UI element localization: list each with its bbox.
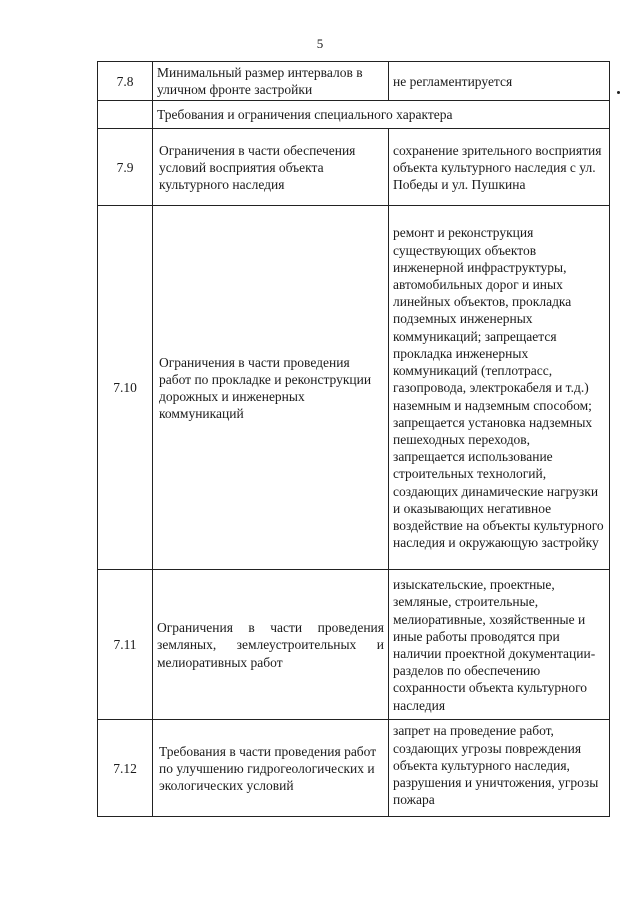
row-name: Ограничения в части проведения работ по прокладке и реконструкции дорожных и инженерных коммуникаций <box>153 206 389 570</box>
row-value: изыскательские, проектные, земляные, строительные, мелиоративные, хозяйственные и иные работы проводятся при наличии проектной документации- разделов по обеспечению сохранности объекта культурного наследия <box>389 570 610 720</box>
table-row <box>98 570 610 720</box>
table-row <box>98 206 610 570</box>
table-row <box>98 720 610 817</box>
row-value: запрет на проведение работ, создающих угрозы повреждения объекта культурного наследия, разрушения и уничтожения, угрозы пожара <box>389 720 610 817</box>
row-number: 7.9 <box>98 129 153 206</box>
row-number: 7.10 <box>98 206 153 570</box>
row-number-empty <box>98 101 153 129</box>
row-number: 7.8 <box>98 62 153 101</box>
row-number: 7.11 <box>98 570 153 720</box>
section-title: Требования и ограничения специального характера <box>153 101 610 129</box>
page-number: 5 <box>316 36 324 51</box>
row-name: Ограничения в части проведения земляных, землеустроительных и мелиоративных работ <box>153 570 389 720</box>
requirements-table <box>97 61 610 817</box>
row-name: Минимальный размер интервалов в уличном фронте застройки <box>153 62 389 101</box>
row-name: Ограничения в части обеспечения условий восприятия объекта культурного наследия <box>153 129 389 206</box>
row-value: не регламентируется <box>389 62 610 101</box>
section-row <box>98 101 610 129</box>
row-name: Требования в части проведения работ по улучшению гидрогеологических и экологических условий <box>153 720 389 817</box>
table-row <box>98 129 610 206</box>
row-value: ремонт и реконструкция существующих объектов инженерной инфраструктуры, автомобильных дорог и иных линейных объектов, прокладка подземных инженерных коммуникаций; запрещается прокладка инженерных коммуникаций (теплотрасс, газопровода, электрокабеля и т.д.) наземным и надземным способом; запрещается установка надземных пешеходных переходов, запрещается использование строительных технологий, создающих динамические нагрузки и оказывающих негативное воздействие на объекты культурного наследия и окружающую застройку <box>389 206 610 570</box>
row-number: 7.12 <box>98 720 153 817</box>
stray-dot-mark <box>617 91 620 94</box>
table-row <box>98 62 610 101</box>
row-value: сохранение зрительного восприятия объекта культурного наследия с ул. Победы и ул. Пушкина <box>389 129 610 206</box>
